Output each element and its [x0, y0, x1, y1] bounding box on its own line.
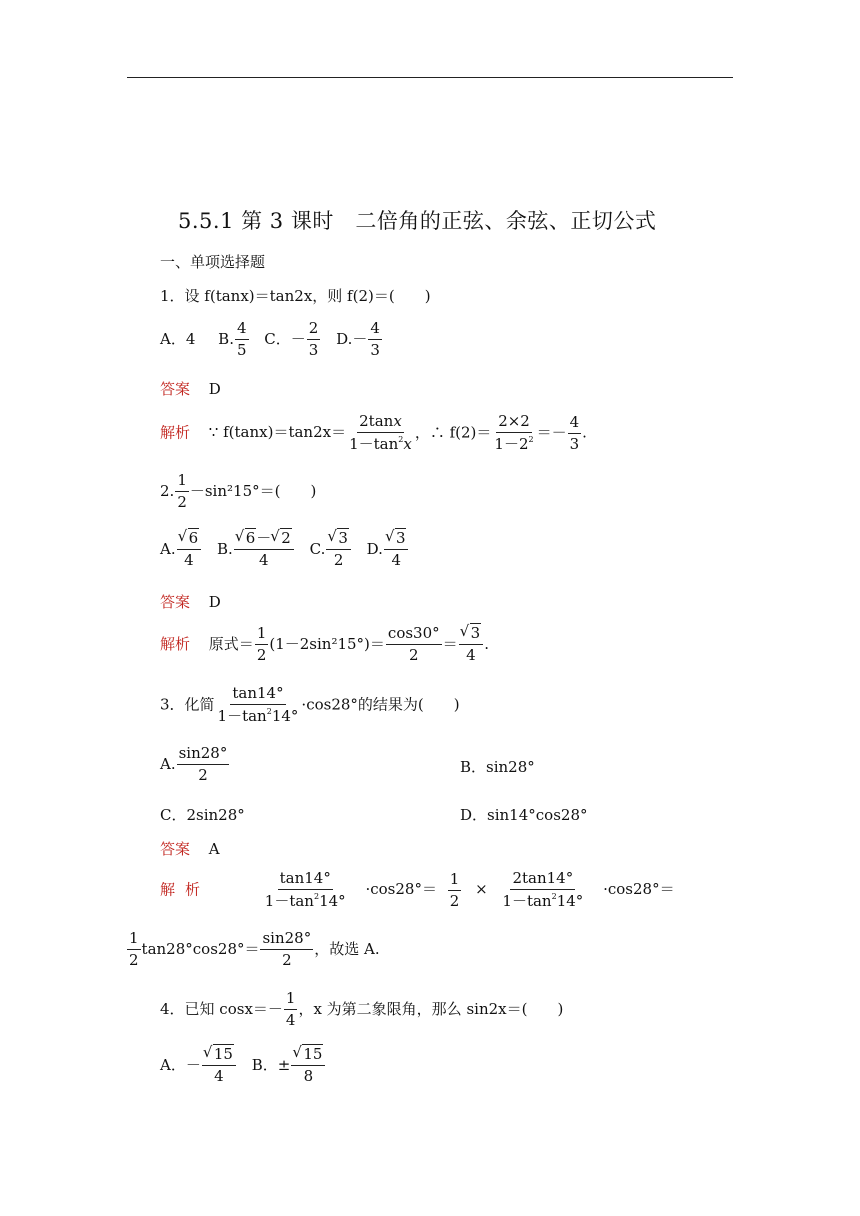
q2-answer	[160, 591, 221, 612]
q2-option-d: D.	[366, 539, 383, 558]
fraction: √ $\frac{15}{4}$	[202, 1046, 236, 1086]
option-label: A.	[160, 754, 176, 773]
q4-stem	[160, 990, 563, 1030]
q3-option-c: C．2sin28°	[160, 806, 245, 824]
q3-answer	[160, 838, 220, 859]
fraction: √ $\frac{15}{8}$	[291, 1046, 325, 1086]
q4-option-a: A．－	[160, 1055, 201, 1074]
q3-stem	[160, 685, 460, 726]
stem-text: 3．化简	[160, 695, 215, 714]
fraction: √ $\frac{3}{4}$	[459, 625, 484, 665]
analysis-label: 解析	[160, 880, 211, 899]
fraction: $\frac{\tan 14^\circ}{1-\tan^214^\circ}$	[217, 684, 299, 726]
q3-option-a	[160, 745, 230, 785]
answer-value: D	[208, 593, 221, 611]
answer-label: 答案	[160, 380, 191, 398]
fraction: $\frac{1}{2}$	[256, 624, 267, 665]
stem-text: －sin²15°＝( )	[189, 481, 317, 500]
header-rule	[127, 77, 733, 78]
q1-option-c: C．－	[264, 329, 306, 348]
q1-analysis: 解析 ∵ f(tanx)＝tan2x＝ $\frac{2\tan x}{1-\tan^2x}$ ，∴ f(2)＝ $\frac{2\times 2}{1-2^2}$ ＝－ $\frac{4}{3}$ .	[160, 412, 587, 454]
analysis-text: ∵ f(tanx)＝tan2x＝	[208, 423, 347, 442]
fraction: √ $\frac{3}{2}$	[326, 530, 351, 570]
stem-text: 2.	[160, 481, 175, 500]
q2-stem	[160, 472, 316, 512]
q3-analysis-line1	[160, 870, 675, 911]
q3-option-d: D．sin14°cos28°	[460, 806, 588, 824]
analysis-label: 解析	[160, 634, 191, 653]
stem-text: ，x 为第二象限角，那么 sin2x＝( )	[298, 999, 564, 1018]
page-title: 5.5.1 第 3 课时 二倍角的正弦、余弦、正切公式	[178, 209, 657, 233]
analysis-text: (1－2sin²15°)＝	[269, 634, 385, 653]
fraction: $\frac{1}{2}$	[177, 471, 187, 512]
fraction: $\frac{\sin 28^\circ}{2}$	[178, 744, 228, 785]
q1-option-a: A．4	[160, 329, 196, 348]
analysis-text: ，故选 A.	[314, 939, 380, 958]
analysis-text: .	[484, 634, 489, 653]
stem-text: ·cos28°的结果为( )	[301, 695, 460, 714]
analysis-label: 解析	[160, 423, 191, 442]
q2-options	[160, 530, 409, 570]
analysis-text: ×	[475, 880, 488, 899]
q1-options	[160, 320, 383, 360]
analysis-text: tan28°cos28°＝	[141, 939, 260, 958]
fraction: √ $\frac{6}{4}$	[177, 530, 202, 570]
fraction: $\frac{4}{3}$	[370, 319, 380, 360]
answer-value: D	[208, 380, 221, 398]
fraction: $\frac{4}{5}$	[236, 319, 247, 360]
q1-option-d: D.－	[336, 329, 368, 348]
answer-label: 答案	[160, 593, 191, 611]
fraction: $\frac{4}{3}$	[569, 412, 580, 453]
q3-option-b: B．sin28°	[460, 758, 535, 776]
q4-option-b: B．±	[251, 1055, 291, 1074]
fraction: $\frac{2}{3}$	[308, 319, 319, 360]
fraction: $\frac{1}{4}$	[285, 989, 296, 1030]
fraction: $\frac{1}{2}$	[449, 869, 460, 910]
fraction: $\frac{2\tan x}{1-\tan^2x}$	[349, 412, 412, 454]
fraction: √ $\frac{6-√ 2}{4}$	[234, 530, 294, 570]
q2-option-a: A.	[160, 539, 176, 558]
fraction: $\frac{2\times 2}{1-2^2}$	[494, 412, 534, 454]
q2-option-b: B.	[216, 539, 233, 558]
q1-answer	[160, 378, 221, 399]
analysis-text: .	[582, 423, 587, 442]
fraction: $\frac{2\tan 14^\circ}{1-\tan^214^\circ}$	[502, 869, 584, 911]
analysis-text: 原式＝	[208, 634, 254, 653]
answer-label: 答案	[160, 840, 191, 858]
analysis-text: ·cos28°＝	[365, 880, 437, 899]
q4-options	[160, 1046, 326, 1086]
q2-option-c: C.	[309, 539, 326, 558]
analysis-text: ，∴ f(2)＝	[414, 423, 492, 442]
fraction: $\frac{\cos 30^\circ}{2}$	[387, 624, 440, 665]
fraction: √ $\frac{3}{4}$	[384, 530, 409, 570]
answer-value: A	[208, 840, 220, 858]
q1-option-b: B.	[218, 329, 234, 348]
fraction: $\frac{\sin 28^\circ}{2}$	[262, 929, 312, 970]
stem-text: 4．已知 cosx＝－	[160, 999, 283, 1018]
q2-analysis: 解析 原式＝ $\frac{1}{2}$ (1－2sin²15°)＝ $\frac{\cos 30^\circ}{2}$ ＝ √ $\frac{3}{4}$ .	[160, 625, 489, 665]
section-heading: 一、单项选择题	[160, 253, 266, 271]
fraction: $\frac{\tan 14^\circ}{1-\tan^214^\circ}$	[264, 869, 346, 911]
analysis-text: ·cos28°＝	[603, 880, 675, 899]
fraction: $\frac{1}{2}$	[129, 929, 139, 970]
q1-stem: 1．设 f(tanx)＝tan2x，则 f(2)＝( )	[160, 287, 431, 305]
q3-analysis-line2	[126, 930, 380, 970]
